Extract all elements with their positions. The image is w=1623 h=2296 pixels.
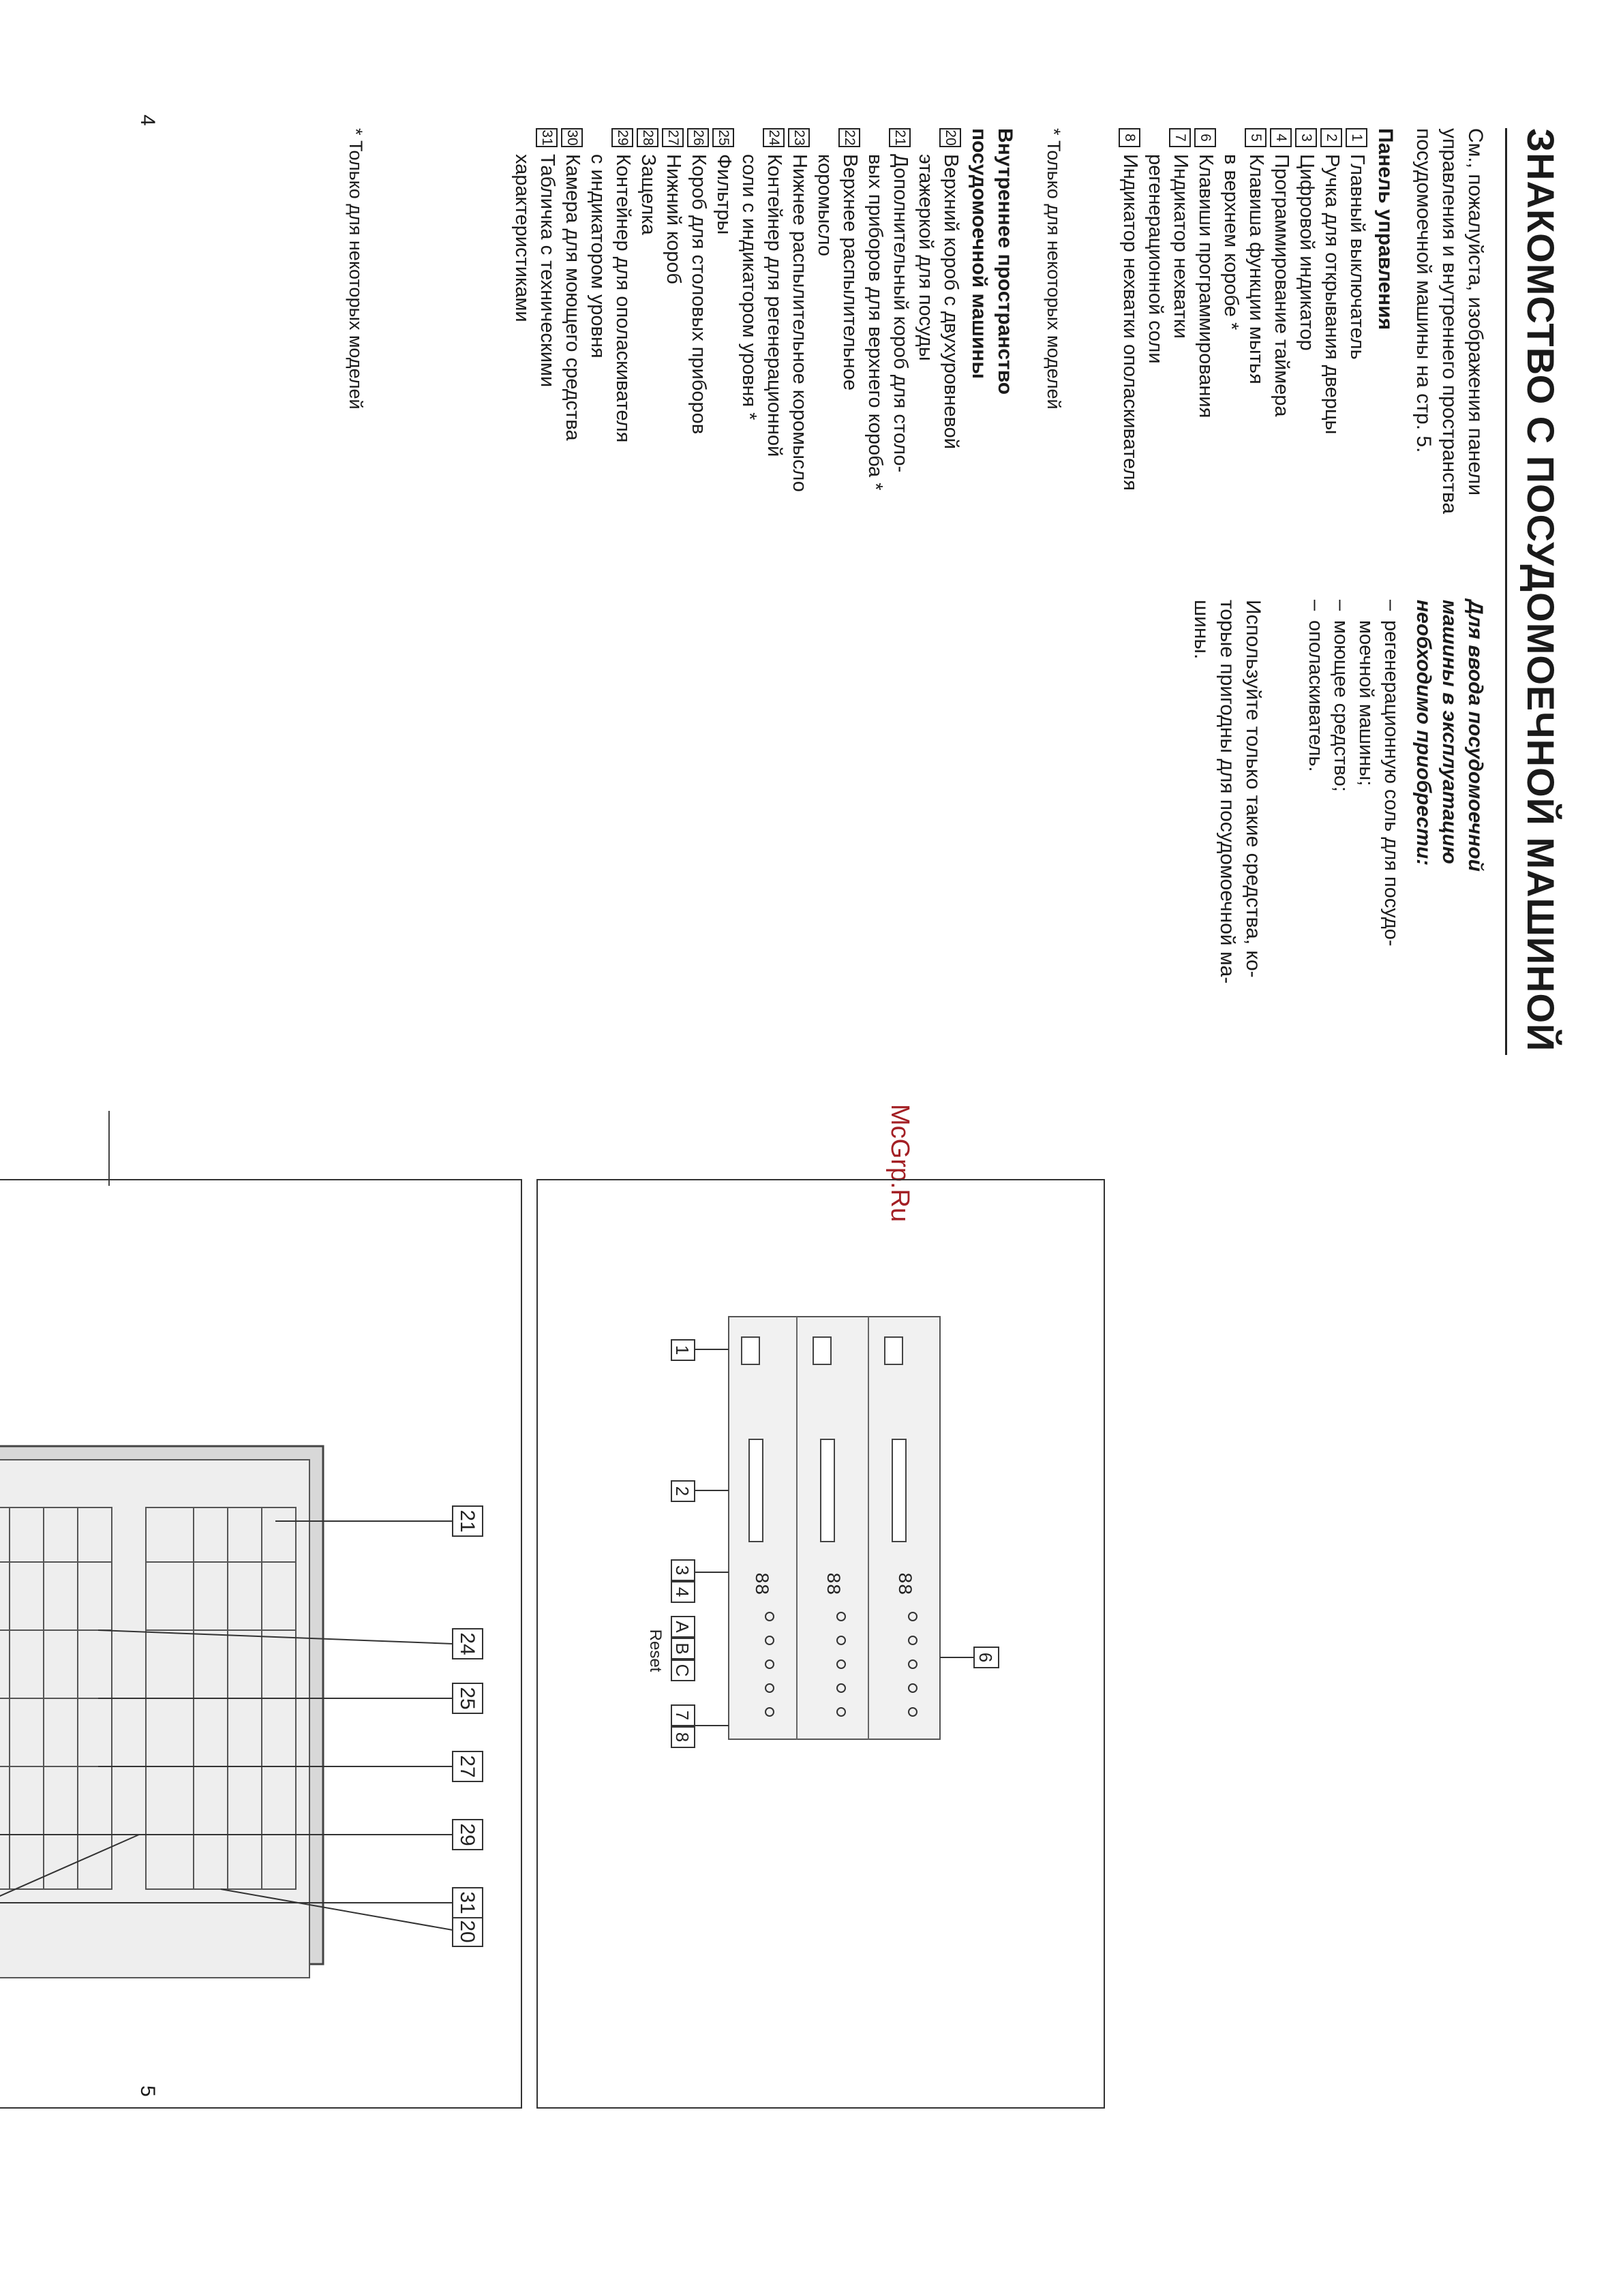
- callout-b: B: [672, 1642, 693, 1655]
- item-text-line: – ополаскиватель.: [1305, 620, 1326, 772]
- item-text: [560, 154, 585, 441]
- item-text-line: Клавиша функции мытья: [1245, 154, 1267, 384]
- item-text: [635, 154, 661, 235]
- reset-label: Reset: [646, 1629, 665, 1672]
- commissioning-heading-line: машины в эксплуатацию: [1438, 600, 1461, 864]
- item-text: [913, 154, 963, 449]
- commissioning-item: [1353, 600, 1404, 1050]
- interior-footnote: * Только для некоторых моделей: [346, 128, 366, 410]
- item-text: [736, 154, 787, 457]
- item-number-box: 6: [1194, 128, 1216, 147]
- item-text: [1353, 620, 1404, 947]
- intro-line: управления и внутреннего пространства: [1438, 128, 1461, 515]
- display-digits-middle: 88: [821, 1572, 843, 1595]
- title-underline: [1505, 128, 1507, 1055]
- intro-line: См., пожалуйста, изображения панели: [1464, 128, 1487, 496]
- item-text-line: коромысло: [814, 154, 836, 257]
- item-number-box: 22: [838, 128, 860, 147]
- watermark: McGrp.Ru: [885, 1104, 914, 1223]
- item-text-line: вых приборов для верхнего короба *: [864, 154, 886, 491]
- callout-31: 31: [456, 1891, 479, 1914]
- interior-item: [913, 128, 963, 619]
- item-text: [509, 154, 560, 387]
- callout-1: 1: [672, 1345, 693, 1356]
- commissioning-note-line: Используйте только такие средства, ко-: [1242, 600, 1264, 978]
- display-digits-bottom: 88: [750, 1572, 771, 1595]
- item-text-line: соли с индикатором уровня *: [738, 154, 760, 420]
- interior-item: [585, 128, 635, 619]
- interior-heading: [966, 128, 1018, 395]
- item-text-line: Цифровой индикатор: [1296, 154, 1318, 351]
- commissioning-item: [1303, 600, 1328, 1050]
- item-text-line: Верхнее распылительное: [839, 154, 861, 391]
- commissioning-item: [1328, 600, 1353, 1050]
- item-number-box: 31: [536, 128, 558, 147]
- intro-text: [1410, 128, 1488, 514]
- commissioning-note-line: шины.: [1190, 600, 1213, 660]
- item-text-line: Программирование таймера: [1271, 154, 1292, 417]
- control-panel-list: [1117, 128, 1369, 564]
- item-text-line: Короб для столовых приборов: [688, 154, 710, 435]
- item-text-line: этажеркой для посуды: [915, 154, 937, 361]
- item-text-line: Индикатор нехватки ополаскивателя: [1119, 154, 1141, 491]
- interior-heading-line: Внутреннее пространство: [994, 128, 1016, 395]
- item-text-line: – моющее средство;: [1330, 620, 1352, 792]
- item-text-line: Фильтры: [713, 154, 735, 235]
- interior-item: [509, 128, 560, 619]
- control-panel-item: [1344, 128, 1369, 564]
- item-text: [812, 154, 862, 391]
- item-text: [1193, 154, 1218, 418]
- interior-item: [661, 128, 686, 619]
- item-number-box: 23: [788, 128, 810, 147]
- item-text: [711, 154, 736, 234]
- item-text-line: Камера для моющего средства: [562, 154, 583, 441]
- page-title: ЗНАКОМСТВО С ПОСУДОМОЕЧНОЙ МАШИНОЙ: [1519, 128, 1562, 1052]
- callout-27: 27: [456, 1755, 479, 1778]
- item-text-line: Главный выключатель: [1346, 154, 1368, 360]
- callout-c: C: [672, 1664, 693, 1677]
- item-number-box: 7: [1169, 128, 1191, 147]
- item-text-line: регенерационной соли: [1144, 154, 1166, 364]
- callout-8: 8: [672, 1732, 693, 1743]
- callout-7: 7: [672, 1710, 693, 1721]
- commissioning-heading: [1410, 600, 1488, 872]
- item-text-line: Табличка с техническими: [536, 154, 558, 388]
- item-text-line: Дополнительный короб для столо-: [890, 154, 911, 473]
- callout-3: 3: [672, 1565, 693, 1576]
- commissioning-note: [1188, 600, 1266, 983]
- item-text: [1303, 620, 1328, 772]
- item-text-line: характеристиками: [511, 154, 533, 322]
- item-text: [1142, 154, 1193, 364]
- item-text-line: Нижний короб: [663, 154, 684, 285]
- item-text: [1344, 154, 1369, 360]
- item-number-box: 3: [1295, 128, 1317, 147]
- callout-24: 24: [456, 1632, 479, 1655]
- item-text-line: – регенерационную соль для посудо-: [1380, 620, 1402, 947]
- dishwasher-interior-drawing: [0, 1180, 521, 2107]
- item-number-box: 5: [1245, 128, 1266, 147]
- item-number-box: 27: [662, 128, 684, 147]
- item-number-box: 29: [611, 128, 633, 147]
- control-panel-item: [1193, 128, 1218, 564]
- item-text: [1117, 154, 1142, 491]
- item-number-box: 26: [687, 128, 709, 147]
- callout-29: 29: [456, 1823, 479, 1846]
- interior-item: [787, 128, 812, 619]
- item-text-line: Защелка: [637, 154, 659, 235]
- page-number-right: 5: [136, 2085, 159, 2097]
- item-text-line: Контейнер для регенерационной: [763, 154, 785, 457]
- item-text: [1269, 154, 1294, 416]
- callout-2: 2: [672, 1486, 693, 1497]
- control-panel-footnote: * Только для некоторых моделей: [1044, 128, 1064, 410]
- item-text-line: Ручка для открывания дверцы: [1321, 154, 1343, 435]
- interior-item: [736, 128, 787, 619]
- callout-a: A: [672, 1621, 693, 1633]
- margin-rule: [108, 1111, 110, 1186]
- item-text-line: Нижнее распылительное коромысло: [789, 154, 810, 492]
- control-panel-figure: [536, 1179, 1105, 2109]
- item-text: [585, 154, 635, 442]
- item-number-box: 2: [1320, 128, 1342, 147]
- callout-25: 25: [456, 1687, 479, 1710]
- callout-20: 20: [456, 1920, 479, 1943]
- item-text-line: Клавиши программирования: [1195, 154, 1217, 418]
- item-text-line: Индикатор нехватки: [1170, 154, 1192, 339]
- control-panel-item: [1142, 128, 1193, 564]
- interior-item: [686, 128, 711, 619]
- intro-line: посудомоечной машины на стр. 5.: [1412, 128, 1435, 453]
- item-number-box: 25: [712, 128, 734, 147]
- item-number-box: 30: [561, 128, 583, 147]
- item-text-line: моечной машины;: [1355, 620, 1377, 786]
- interior-item: [560, 128, 585, 619]
- control-panel-item: [1269, 128, 1294, 564]
- item-number-box: 21: [889, 128, 911, 147]
- item-text-line: Верхний короб с двухуровневой: [940, 154, 962, 449]
- item-text: [1328, 620, 1353, 792]
- item-number-box: 1: [1346, 128, 1367, 147]
- display-digits-top: 88: [893, 1572, 914, 1595]
- control-panel-item: [1294, 128, 1319, 564]
- commissioning-heading-line: Для ввода посудомоечной: [1464, 600, 1487, 872]
- item-text-line: с индикатором уровня: [587, 154, 609, 358]
- control-panel-item: [1117, 128, 1142, 564]
- callout-4: 4: [672, 1587, 693, 1597]
- item-text-line: в верхнем коробе *: [1220, 154, 1242, 331]
- page-number-left: 4: [136, 114, 159, 126]
- item-text: [1294, 154, 1319, 351]
- item-text: [1218, 154, 1269, 384]
- callout-21: 21: [456, 1510, 479, 1533]
- control-panel-heading: Панель управления: [1374, 128, 1397, 331]
- commissioning-heading-line: необходимо приобрести:: [1412, 600, 1435, 866]
- item-number-box: 24: [763, 128, 785, 147]
- item-text: [787, 154, 812, 492]
- commissioning-note-line: торые пригодны для посудомоечной ма-: [1216, 600, 1239, 984]
- interior-item: [812, 128, 862, 619]
- interior-item: [635, 128, 661, 619]
- control-panel-drawing: [538, 1180, 1104, 2107]
- item-text: [1319, 154, 1344, 434]
- item-text: [686, 154, 711, 434]
- control-panel-item: [1218, 128, 1269, 564]
- item-number-box: 4: [1270, 128, 1292, 147]
- item-text: [862, 154, 913, 491]
- dishwasher-interior-figure: [0, 1179, 522, 2109]
- item-number-box: 8: [1119, 128, 1140, 147]
- item-text-line: Контейнер для ополаскивателя: [612, 154, 634, 443]
- item-text: [661, 154, 686, 284]
- control-panel-item: [1319, 128, 1344, 564]
- interior-heading-line: посудомоечной машины: [968, 128, 990, 380]
- item-number-box: 28: [637, 128, 658, 147]
- interior-list: [509, 128, 963, 619]
- callout-6: 6: [975, 1652, 996, 1663]
- commissioning-list: [1303, 600, 1404, 1050]
- item-number-box: 20: [939, 128, 961, 147]
- interior-item: [862, 128, 913, 619]
- interior-item: [711, 128, 736, 619]
